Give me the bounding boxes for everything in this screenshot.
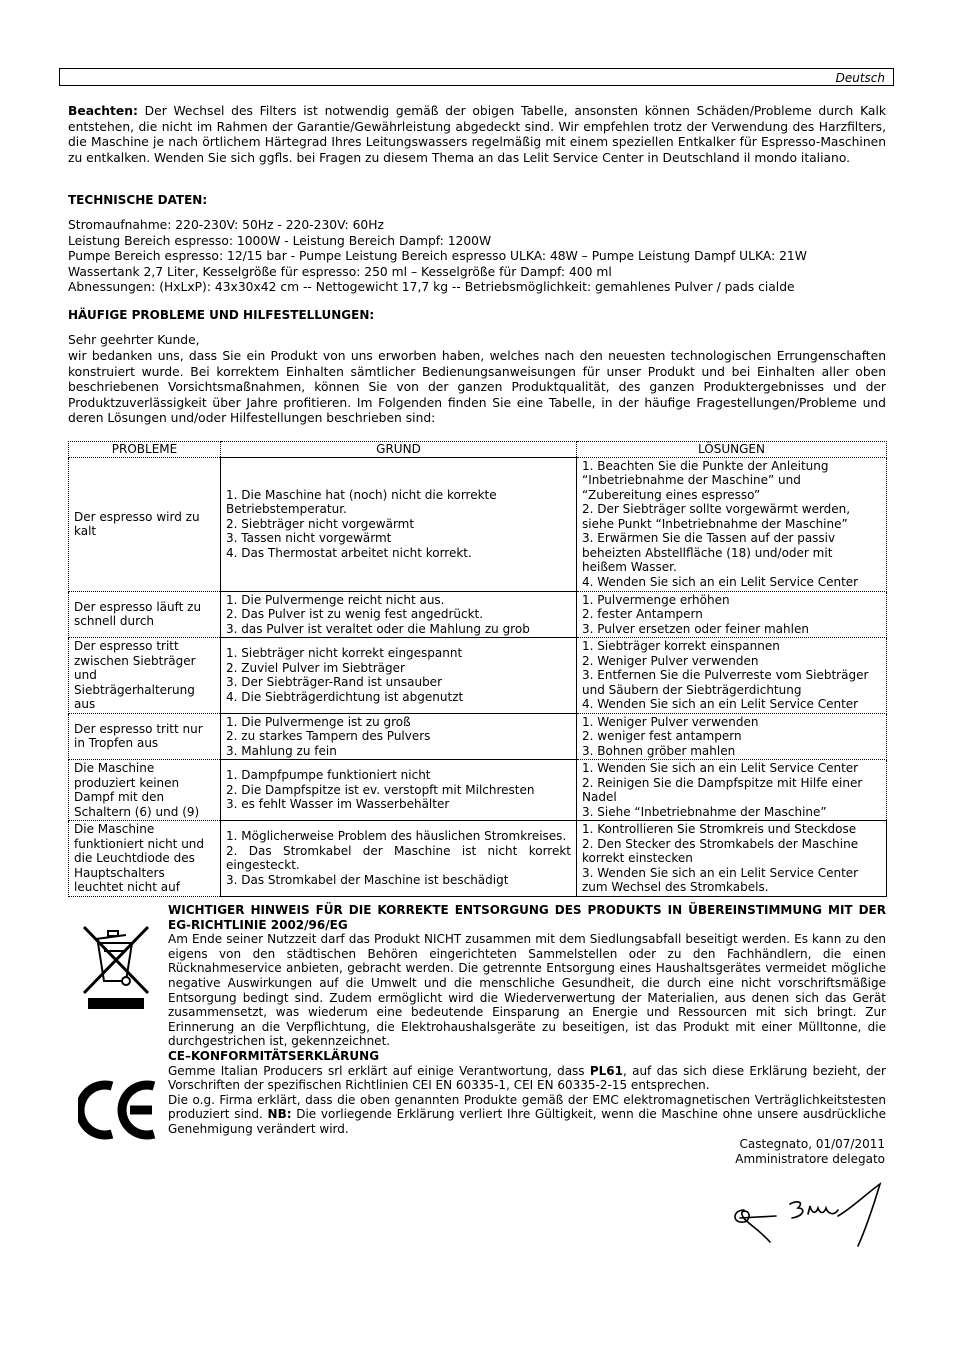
problem-table xyxy=(68,441,887,897)
table-header-row xyxy=(69,442,887,458)
loesung-cell: 1. Weniger Pulver verwenden 2. weniger fest antampern 3. Bohnen gröber mahlen xyxy=(577,713,887,760)
conformity-text: , auf das sich diese Erklärung bezieht, der Vorschriften der spezifischen Richtlinien CEI EN 60335-1, CEI EN 60335-2-15 entsprechen. xyxy=(168,1063,886,1093)
grund-cell: 1. Die Pulvermenge ist zu groß 2. zu starkes Tampern des Pulvers 3. Mahlung zu fein xyxy=(221,713,577,760)
conformity-heading: CE–KONFORMITÄTSERKLÄRUNG xyxy=(168,1048,380,1063)
grund-cell: 1. Dampfpumpe funktioniert nicht 2. Die Dampfspitze ist ev. verstopft mit Milchresten 3. es fehlt Wasser im Wasserbehälter xyxy=(221,760,577,821)
grund-cell: 1. Siebträger nicht korrekt eingespannt 2. Zuviel Pulver im Siebträger 3. Der Siebträger-Rand ist unsauber 4. Die Siebträgerdichtung ist abgenutzt xyxy=(221,638,577,714)
column-header-loesungen: LÖSUNGEN xyxy=(577,442,887,458)
signer-role: Amministratore delegato xyxy=(735,1152,885,1166)
tech-line: Pumpe Bereich espresso: 12/15 bar - Pumpe Leistung Bereich espresso ULKA: 48W – Pumpe Leistung Dampf ULKA: 21W xyxy=(68,249,807,263)
problem-cell: Der espresso tritt zwischen Siebträger und Siebträgerhalterung aus xyxy=(69,638,221,714)
place-date: Castegnato, 01/07/2011 xyxy=(739,1137,885,1151)
column-header-probleme: PROBLEME xyxy=(69,442,221,458)
tech-line: Abnessungen: (HxLxP): 43x30x42 cm -- Nettogewicht 17,7 kg -- Betriebsmöglichkeit: gemahlenes Pulver / pads cialde xyxy=(68,280,795,294)
tech-heading: TECHNISCHE DATEN: xyxy=(68,193,208,207)
table-row xyxy=(69,638,887,714)
conformity-text: Die vorliegende Erklärung verliert Ihre Gültigkeit, wenn die Maschine ohne unsere ausdrückliche Genehmigung verändert wird. xyxy=(168,1107,886,1136)
loesung-cell: 1. Wenden Sie sich an ein Lelit Service Center 2. Reinigen Sie die Dampfspitze mit Hilfe einer Nadel 3. Siehe “Inbetriebnahme der Maschine” xyxy=(577,760,887,821)
faq-heading: HÄUFIGE PROBLEME UND HILFESTELLUNGEN: xyxy=(68,308,375,322)
notice-text: Der Wechsel des Filters ist notwendig gemäß der obigen Tabelle, ansonsten können Schäden/Probleme durch Kalk entstehen, die nicht im Rahmen der Garantie/Gewährleistung abgedeckt sind. Wir empfehlen trotz der Verwendung des Harzfilters, die Maschine je nach örtlichem Härtegrad Ihres Leitungswassers regelmäßig mit einem speziellen Entkalker für Espresso-Maschinen zu entkalken. Wenden Sie sich ggfls. bei Fragen zu diesem Thema an das Lelit Service Center in Deutschland il mondo italiano. xyxy=(68,104,886,165)
handwritten-signature xyxy=(726,1180,888,1250)
signature-block xyxy=(600,1137,885,1167)
problem-cell: Die Maschine produziert keinen Dampf mit den Schaltern (6) und (9) xyxy=(69,760,221,821)
faq-greeting: Sehr geehrter Kunde, xyxy=(68,333,200,347)
table-row xyxy=(69,821,887,897)
conformity-paragraph-1 xyxy=(168,1064,886,1093)
conformity-text: Gemme Italian Producers srl erklärt auf einige Verantwortung, dass xyxy=(168,1063,590,1078)
notice-label: Beachten: xyxy=(68,104,138,118)
table-row xyxy=(69,591,887,638)
nb-label: NB: xyxy=(267,1107,292,1122)
language-label: Deutsch xyxy=(835,71,885,85)
loesung-cell: 1. Kontrollieren Sie Stromkreis und Steckdose 2. Den Stecker des Stromkabels der Maschine korrekt einstecken 3. Wenden Sie sich an ein Lelit Service Center zum Wechsel des Stromkabels. xyxy=(577,821,887,897)
table-row xyxy=(69,457,887,591)
grund-cell: 1. Die Pulvermenge reicht nicht aus. 2. Das Pulver ist zu wenig fest angedrückt. 3. das Pulver ist veraltet oder die Mahlung zu grob xyxy=(221,591,577,638)
notice-paragraph xyxy=(68,104,886,166)
tech-line: Leistung Bereich espresso: 1000W - Leistung Bereich Dampf: 1200W xyxy=(68,233,492,248)
conformity-paragraph-2 xyxy=(168,1093,886,1137)
problem-cell: Der espresso wird zu kalt xyxy=(69,457,221,591)
problem-cell: Die Maschine funktioniert nicht und die Leuchtdiode des Hauptschalters leuchtet nicht auf xyxy=(69,821,221,897)
tech-line: Wassertank 2,7 Liter, Kesselgröße für espresso: 250 ml – Kesselgröße für Dampf: 400 ml xyxy=(68,264,612,279)
model-name: PL61 xyxy=(589,1063,623,1078)
conformity-text: Die o.g. Firma erklärt, dass die oben genannten Produkte gemäß der EMC elektromagnetischen Verträglichkeitstesten produziert sind. xyxy=(168,1092,886,1122)
table-row xyxy=(69,760,887,821)
weee-crossed-bin-icon xyxy=(74,915,162,1015)
loesung-cell: 1. Siebträger korrekt einspannen 2. Weniger Pulver verwenden 3. Entfernen Sie die Pulverreste vom Siebträger und Säubern der Siebträgerdichtung 4. Wenden Sie sich an ein Lelit Service Center xyxy=(577,638,887,714)
table-row xyxy=(69,713,887,760)
tech-specs xyxy=(68,218,886,296)
problem-cell: Der espresso tritt nur in Tropfen aus xyxy=(69,713,221,760)
tech-line: Stromaufnahme: 220-230V: 50Hz - 220-230V: 60Hz xyxy=(68,218,384,232)
loesung-cell: 1. Pulvermenge erhöhen 2. fester Antampern 3. Pulver ersetzen oder feiner mahlen xyxy=(577,591,887,638)
header-bar xyxy=(59,68,894,86)
loesung-cell: 1. Beachten Sie die Punkte der Anleitung “Inbetriebnahme der Maschine” und “Zubereitung eines espresso” 2. Der Siebträger sollte vorgewärmt werden, siehe Punkt “Inbetriebnahme der Maschine” 3. Erwärmen Sie die Tassen auf der passiv beheizten Abstellfläche (18) und/oder mit heißem Wasser. 4. Wenden Sie sich an ein Lelit Service Center xyxy=(577,457,887,591)
ce-mark-icon xyxy=(78,1077,160,1143)
grund-cell: 1. Die Maschine hat (noch) nicht die korrekte Betriebstemperatur. 2. Siebträger nicht vorgewärmt 3. Tassen nicht vorgewärmt 4. Das Thermostat arbeitet nicht korrekt. xyxy=(221,457,577,591)
disposal-text: Am Ende seiner Nutzzeit darf das Produkt NICHT zusammen mit dem Siedlungsabfall beseitigt werden. Es kann zu den eigens von den städtischen Behören eingerichteten Sammelstellen oder zu den Fachhändlern, die einen Rücknahmeservice anbieten, gebracht werden. Die getrennte Entsorgung eines Haushaltsgerätes vermeidet mögliche negative Auswirkungen auf die Umwelt und die menschliche Gesundheit, die durch eine nicht vorschriftsmäßige Entsorgung bedingt sind. Zudem ermöglicht wird die Wiederverwertung der Materialien, aus denen sich das Gerät zusammensetzt, was wiederum eine bedeutende Einsparung an Energie und Ressourcen mit sich bringt. Zur Erinnerung an die Verpflichtung, die Elektrohaushalsgeräte zu beseitigen, ist das Produkt mit einer Mülltonne, die durchgestrichen ist, gekennzeichnet. xyxy=(168,932,886,1049)
disposal-heading: WICHTIGER HINWEIS FÜR DIE KORREKTE ENTSORGUNG DES PRODUKTS IN ÜBEREINSTIMMUNG MIT DER EG-RICHTLINIE 2002/96/EG xyxy=(168,903,886,932)
faq-intro: wir bedanken uns, dass Sie ein Produkt von uns erworben haben, welches nach den neuesten technologischen Errungenschaften konstruiert wurde. Bei korrektem Einhalten sämtlicher Bedienungsanweisungen für unser Produkt und bei Einhalten aller oben beschriebenen Vorsichtsmaßnahmen, können Sie von der ganzen Produktqualität, des ganzen Produktergebnisses und der Produktzuverlässigkeit über Jahre profitieren. Im Folgenden finden Sie eine Tabelle, in der häufige Fragestellungen/Probleme und deren Lösungen und/oder Hilfestellungen beschrieben sind: xyxy=(68,349,886,425)
grund-cell: 1. Möglicherweise Problem des häuslichen Stromkreises. 2. Das Stromkabel der Maschine ist nicht korrekt eingesteckt. 3. Das Stromkabel der Maschine ist beschädigt xyxy=(221,821,577,897)
problem-cell: Der espresso läuft zu schnell durch xyxy=(69,591,221,638)
disposal-section xyxy=(168,903,886,1137)
column-header-grund: GRUND xyxy=(221,442,577,458)
